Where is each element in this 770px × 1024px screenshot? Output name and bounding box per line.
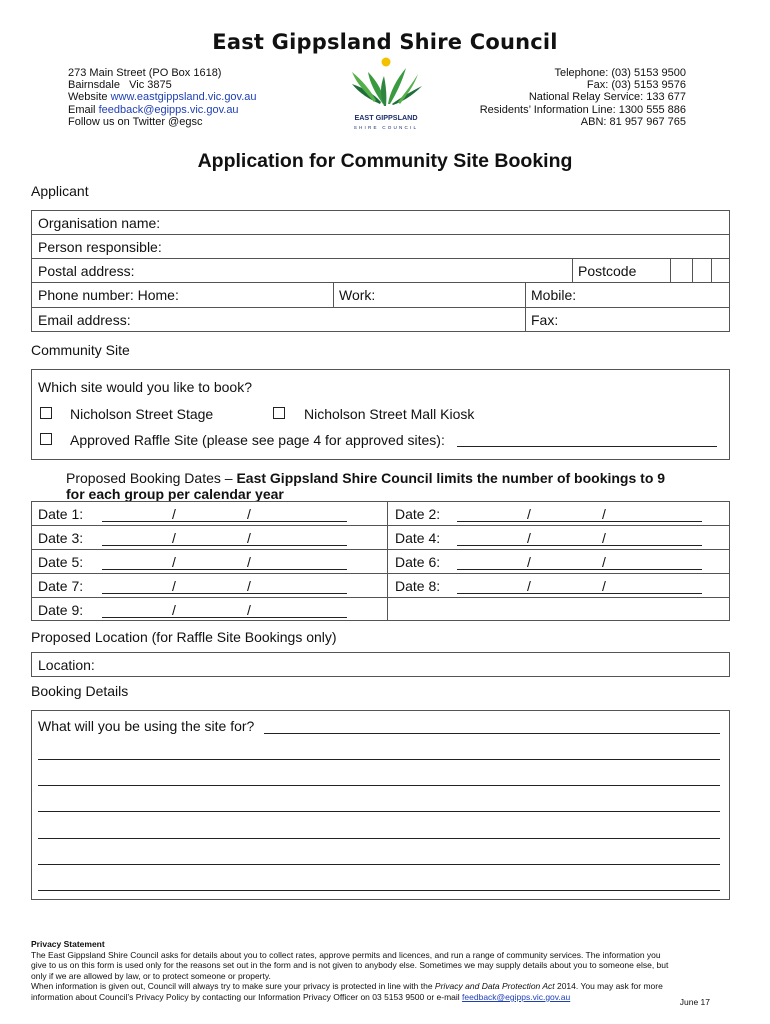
booking-limit-text-2: for each group per calendar year: [66, 486, 284, 502]
date-3-label: Date 3:: [38, 530, 84, 546]
date-2-label: Date 2:: [395, 506, 441, 522]
date-9-label: Date 9:: [38, 602, 84, 618]
usage-answer-line-6[interactable]: [38, 864, 720, 865]
email-link[interactable]: feedback@egipps.vic.gov.au: [98, 103, 239, 116]
date-7-slash-2: /: [247, 578, 251, 594]
date-8-label: Date 8:: [395, 578, 441, 594]
council-address-block: [68, 67, 257, 128]
date-3-field[interactable]: [102, 530, 347, 545]
applicant-table: [31, 210, 730, 332]
date-6-slash-2: /: [602, 554, 606, 570]
booking-limit-text-1: East Gippsland Shire Council limits the number of bookings to 9: [236, 470, 666, 486]
mall-kiosk-checkbox[interactable]: [273, 407, 285, 419]
nicholson-stage-checkbox[interactable]: [40, 407, 52, 419]
logo-text-line1: EAST GIPPSLAND: [354, 113, 418, 122]
date-7-slash-1: /: [172, 578, 176, 594]
privacy-line-5-text: information about Council’s Privacy Policy by contacting our Information Privacy Officer on 03 5153 9500 or e-mail: [31, 991, 463, 1002]
date-4-slash-1: /: [527, 530, 531, 546]
location-field[interactable]: [31, 652, 730, 677]
privacy-line-4a: When information is given out, Council will always try to make sure your privacy is protected in line with the: [31, 981, 435, 992]
date-5-slash-1: /: [172, 554, 176, 570]
usage-answer-line-3[interactable]: [38, 785, 720, 786]
website-link[interactable]: www.eastgippsland.vic.gov.au: [110, 91, 257, 104]
postcode-input-boxes[interactable]: [671, 259, 730, 282]
telephone-line: Telephone: (03) 5153 9500: [554, 67, 686, 79]
abn-line: ABN: 81 957 967 765: [580, 115, 686, 128]
date-1-slash-2: /: [247, 506, 251, 522]
date-5-label: Date 5:: [38, 554, 84, 570]
fax-field[interactable]: [525, 308, 729, 332]
privacy-email-link[interactable]: feedback@egipps.vic.gov.au: [462, 991, 571, 1002]
street-address: 273 Main Street (PO Box 1618): [68, 67, 222, 79]
privacy-line-5: [31, 992, 731, 1003]
date-4-slash-2: /: [602, 530, 606, 546]
date-6-field[interactable]: [457, 554, 702, 569]
form-title: Application for Community Site Booking: [197, 150, 573, 172]
postal-label: Postal address:: [38, 262, 135, 279]
booking-dates-intro: [66, 470, 706, 502]
community-site-section-label: Community Site: [31, 342, 130, 358]
usage-answer-line-7[interactable]: [38, 890, 720, 891]
privacy-line-2: give to us on this form is used only for the reasons set out in the form and is not given to anybody else. Sometimes we may supply details about you to someone else, but: [31, 960, 669, 971]
raffle-site-checkbox[interactable]: [40, 433, 52, 445]
person-label: Person responsible:: [38, 238, 162, 255]
email-line: [68, 104, 257, 116]
postcode-label-cell: [572, 259, 672, 282]
phone-row: [32, 283, 729, 308]
email-field[interactable]: [32, 308, 525, 332]
privacy-heading: Privacy Statement: [31, 939, 105, 949]
postal-row: [32, 259, 729, 283]
date-1-label: Date 1:: [38, 506, 84, 522]
phone-home-field[interactable]: [32, 283, 333, 307]
usage-answer-line-4[interactable]: [38, 811, 720, 812]
raffle-site-blank[interactable]: [457, 446, 717, 447]
site-selection-box: [31, 369, 730, 460]
usage-answer-line-2[interactable]: [38, 759, 720, 760]
organisation-label: Organisation name:: [38, 214, 161, 231]
usage-answer-line-1[interactable]: [264, 733, 720, 734]
council-name: East Gippsland Shire Council: [212, 30, 558, 54]
fax-line: Fax: (03) 5153 9576: [586, 79, 686, 92]
organisation-field[interactable]: [32, 211, 729, 234]
date-7-field[interactable]: [102, 578, 347, 593]
date-9-slash-2: /: [247, 602, 251, 618]
booking-details-section-label: Booking Details: [31, 683, 129, 699]
residents-line: Residents’ Information Line: 1300 555 886: [479, 103, 686, 116]
location-label: Location:: [38, 657, 95, 673]
date-1-field[interactable]: [102, 506, 347, 521]
website-label: Website: [68, 91, 111, 104]
date-2-slash-2: /: [602, 506, 606, 522]
mobile-field[interactable]: [525, 283, 729, 307]
site-question: Which site would you like to book?: [38, 379, 252, 395]
privacy-statement: [31, 939, 731, 1003]
date-4-label: Date 4:: [395, 530, 441, 546]
twitter-line: Follow us on Twitter @egsc: [68, 115, 203, 128]
date-6-slash-1: /: [527, 554, 531, 570]
date-3-slash-1: /: [172, 530, 176, 546]
date-8-slash-1: /: [527, 578, 531, 594]
privacy-line-1: The East Gippsland Shire Council asks for details about you to collect rates, approve permits and licences, and run a range of community services. The information you: [31, 949, 661, 960]
privacy-line-3: only if we are allowed by law, or to protect someone or property.: [31, 970, 271, 981]
raffle-site-label: Approved Raffle Site (please see page 4 for approved sites):: [70, 432, 445, 448]
relay-line: National Relay Service: 133 677: [528, 91, 686, 104]
date-9-slash-1: /: [172, 602, 176, 618]
date-1-slash-1: /: [172, 506, 176, 522]
applicant-section-label: Applicant: [31, 183, 89, 199]
date-6-label: Date 6:: [395, 554, 441, 570]
date-8-slash-2: /: [602, 578, 606, 594]
form-date: June 17: [679, 997, 710, 1007]
date-7-label: Date 7:: [38, 578, 84, 594]
nicholson-stage-label: Nicholson Street Stage: [70, 406, 214, 422]
postcode-label: Postcode: [578, 262, 637, 279]
organisation-row: [32, 211, 729, 235]
privacy-act-name: Privacy and Data Protection Act: [434, 981, 555, 992]
booking-dates-table: [31, 501, 730, 621]
mobile-label: Mobile:: [531, 287, 577, 303]
work-phone-field[interactable]: [333, 283, 525, 307]
person-field[interactable]: [32, 235, 729, 258]
mall-kiosk-label: Nicholson Street Mall Kiosk: [304, 406, 475, 422]
date-9-field[interactable]: [102, 602, 347, 617]
logo-text-line2: SHIRE COUNCIL: [353, 125, 419, 130]
date-2-slash-1: /: [527, 506, 531, 522]
date-4-field[interactable]: [457, 530, 702, 545]
website-line: [68, 91, 257, 103]
date-3-slash-2: /: [247, 530, 251, 546]
phone-home-label: Phone number: Home:: [38, 287, 179, 303]
fax-label: Fax:: [531, 312, 559, 328]
date-5-slash-2: /: [247, 554, 251, 570]
privacy-line-4b: 2014. You may ask for more: [554, 981, 663, 992]
email-label: Email address:: [38, 312, 131, 328]
email-label: Email: [68, 103, 99, 116]
postal-field[interactable]: [32, 259, 572, 282]
date-8-field[interactable]: [457, 578, 702, 593]
work-phone-label: Work:: [339, 287, 376, 303]
usage-answer-line-5[interactable]: [38, 838, 720, 839]
booking-details-box: [31, 710, 730, 900]
council-contact-block: [480, 67, 686, 128]
location-section-label: Proposed Location (for Raffle Site Bookings only): [31, 629, 337, 645]
date-5-field[interactable]: [102, 554, 347, 569]
privacy-line-4: [31, 981, 731, 992]
town-address: Bairnsdale Vic 3875: [68, 79, 172, 92]
booking-usage-question: What will you be using the site for?: [38, 718, 255, 734]
council-logo: [346, 56, 426, 134]
booking-dates-intro-text: Proposed Booking Dates –: [66, 470, 237, 486]
email-row: [32, 308, 729, 332]
date-2-field[interactable]: [457, 506, 702, 521]
person-row: [32, 235, 729, 259]
